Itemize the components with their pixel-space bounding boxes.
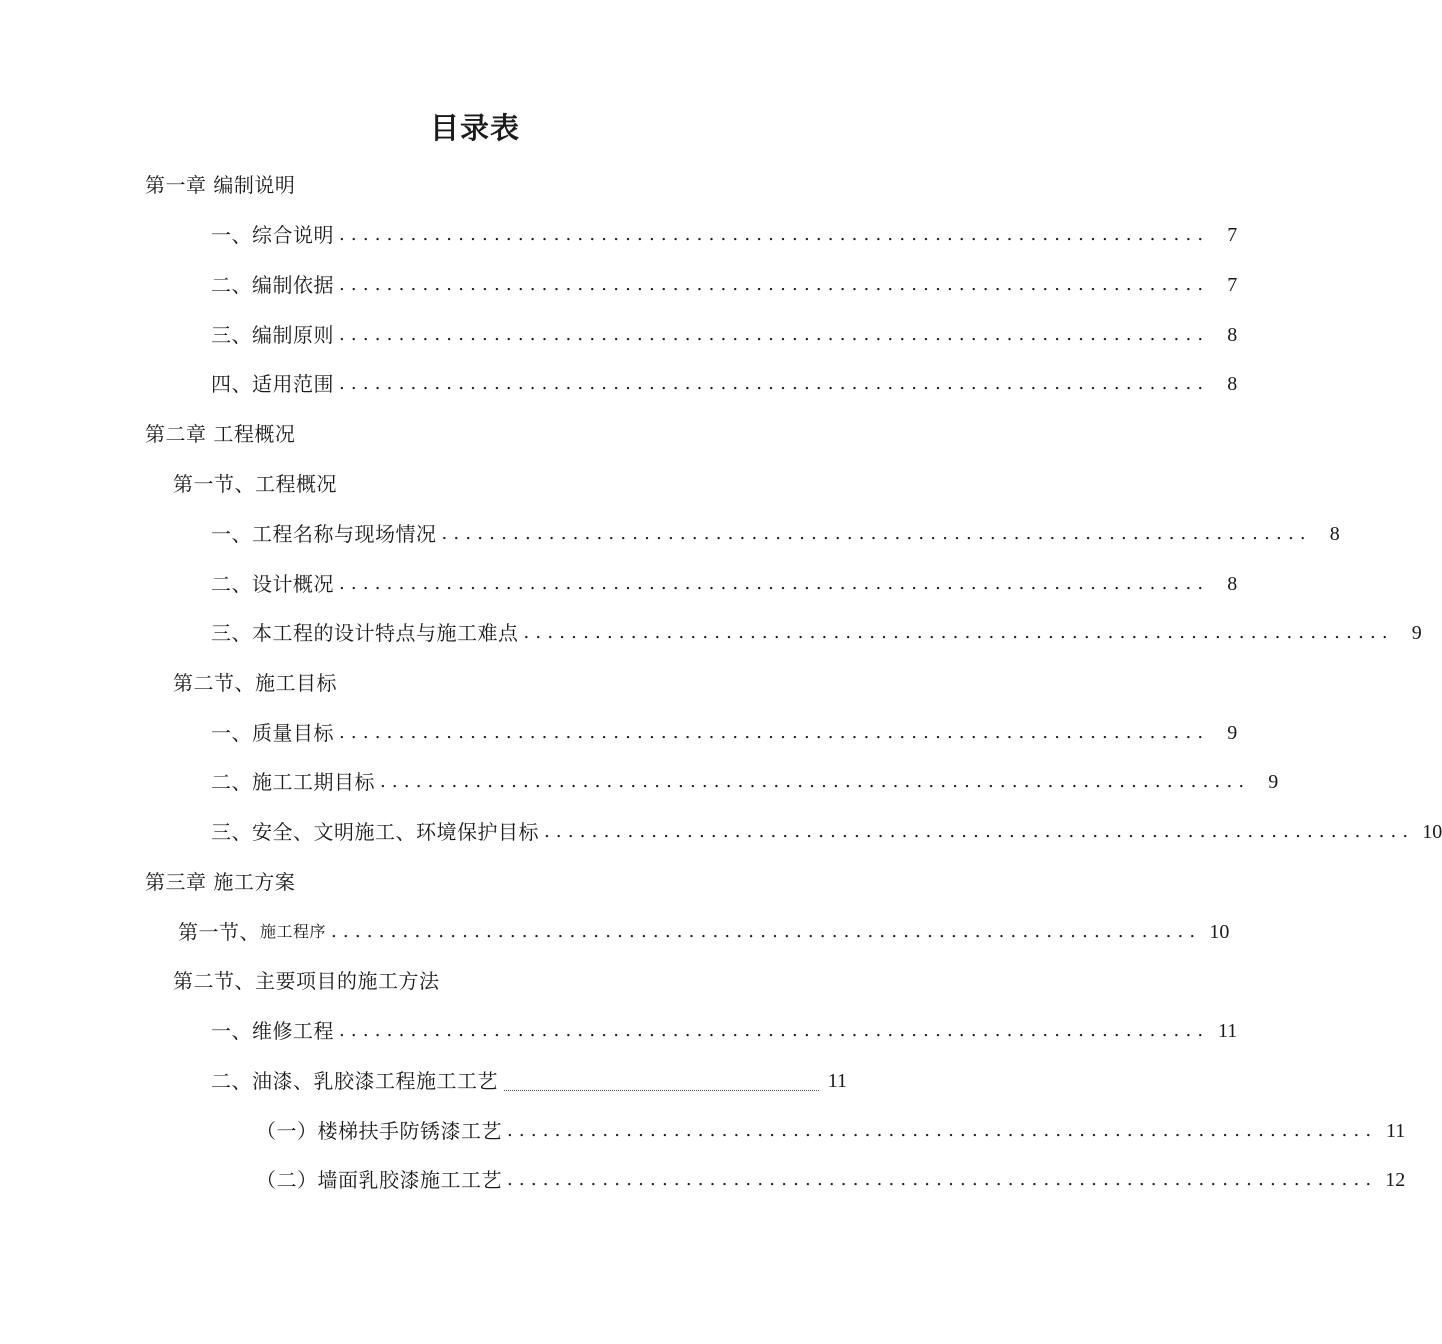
toc-label: 二、设计概况 (211, 572, 334, 596)
toc-entry[interactable] (211, 1064, 847, 1098)
toc-leader: ......................................................................... (507, 1120, 1378, 1141)
toc-leader: ......................................................................... (339, 274, 1210, 295)
toc-section (173, 964, 847, 998)
toc-entry[interactable] (211, 567, 1238, 601)
toc-page-number: 12 (1385, 1169, 1406, 1191)
toc-entry[interactable] (211, 815, 1442, 849)
toc-label: 第二章 工程概况 (145, 422, 296, 446)
toc-entry[interactable] (211, 517, 1340, 551)
toc-label: 三、本工程的设计特点与施工难点 (211, 621, 519, 645)
toc-leader: ......................................................................... (339, 722, 1210, 743)
toc-page-number: 11 (827, 1070, 847, 1092)
toc-page-number: 9 (1227, 722, 1238, 744)
toc-leader: ......................................................................... (339, 573, 1210, 594)
toc-section (173, 467, 847, 501)
toc-page-number: 7 (1227, 274, 1238, 296)
toc-entry[interactable] (211, 765, 1279, 799)
toc-label: 四、适用范围 (211, 372, 334, 396)
toc-page-number: 11 (1218, 1020, 1238, 1042)
toc-chapter (145, 865, 847, 899)
toc-entry[interactable] (211, 367, 1238, 401)
toc-label: 二、油漆、乳胶漆工程施工工艺 (211, 1069, 498, 1093)
toc-page-number: 11 (1386, 1120, 1406, 1142)
toc-leader: ......................................................................... (339, 324, 1210, 345)
toc-leader: ......................................................................... (331, 921, 1202, 942)
toc-label: （一）楼梯扶手防锈漆工艺 (256, 1119, 502, 1143)
toc-page-number: 8 (1227, 573, 1238, 595)
toc-label: 一、维修工程 (211, 1019, 334, 1043)
toc-page-number: 7 (1227, 224, 1238, 246)
toc-page-number: 10 (1209, 921, 1230, 943)
toc-entry[interactable] (256, 1114, 1406, 1148)
toc-label: 第二节、施工目标 (173, 671, 337, 695)
toc-label: （二）墙面乳胶漆施工工艺 (256, 1168, 502, 1192)
toc-chapter (145, 168, 847, 202)
toc-label: 二、施工工期目标 (211, 770, 375, 794)
toc-label: 第二节、主要项目的施工方法 (173, 969, 440, 993)
toc-leader: ......................................................................... (380, 771, 1251, 792)
toc-entry[interactable] (211, 268, 1238, 302)
toc-page-number: 8 (1329, 523, 1340, 545)
toc-label: 一、工程名称与现场情况 (211, 522, 437, 546)
toc-label: 第三章 施工方案 (145, 870, 296, 894)
toc-leader: ......................................................................... (339, 224, 1210, 245)
toc-label: 第一章 编制说明 (145, 173, 296, 197)
toc-leader: ......................................................................... (507, 1169, 1378, 1190)
toc-entry[interactable] (211, 616, 1422, 650)
toc-page-number: 8 (1227, 373, 1238, 395)
toc-section (173, 666, 847, 700)
toc-label-small: 施工程序 (260, 922, 327, 941)
toc-page-number: 9 (1411, 622, 1422, 644)
toc-page-number: 9 (1268, 771, 1279, 793)
toc-entry[interactable] (256, 1163, 1406, 1197)
toc-leader: ......................................................................... (544, 821, 1415, 842)
toc-leader: ......................................................................... (339, 373, 1210, 394)
toc-entry[interactable] (211, 1014, 1238, 1048)
toc-label: 二、编制依据 (211, 273, 334, 297)
toc-label: 一、质量目标 (211, 721, 334, 745)
toc-entry[interactable] (211, 716, 1238, 750)
toc-leader: ......................................................................... (523, 622, 1394, 643)
toc-entry[interactable] (211, 218, 1238, 252)
toc-leader: ......................................................................... (339, 1020, 1210, 1041)
toc-leader: ......................................................................... (441, 523, 1312, 544)
toc-leader (504, 1090, 819, 1091)
toc-entry[interactable] (178, 915, 1230, 949)
page-title: 目录表 (429, 111, 520, 145)
toc-label: 一、综合说明 (211, 223, 334, 247)
toc-label: 第一节、工程概况 (173, 472, 337, 496)
toc-page-number: 10 (1422, 821, 1442, 843)
toc-label: 三、安全、文明施工、环境保护目标 (211, 820, 539, 844)
toc-page-number: 8 (1227, 324, 1238, 346)
toc-label: 第一节、 (178, 920, 260, 944)
toc-entry[interactable] (211, 318, 1238, 352)
toc-chapter (145, 417, 847, 451)
toc-label: 三、编制原则 (211, 323, 334, 347)
